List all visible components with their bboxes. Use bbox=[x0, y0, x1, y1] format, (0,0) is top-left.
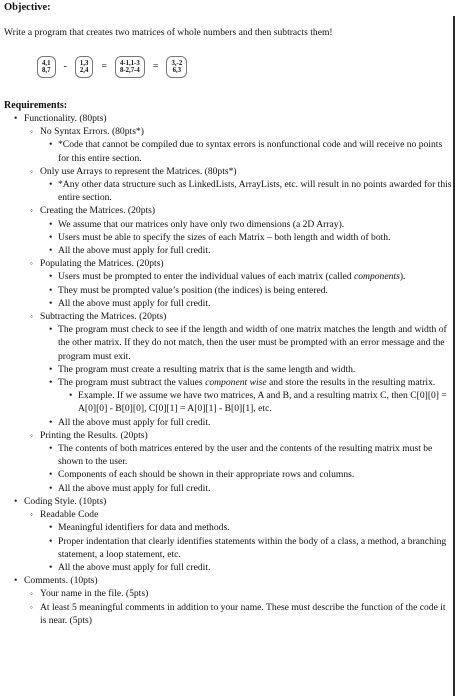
hollow-bullet-icon: ◦ bbox=[30, 602, 33, 612]
hollow-bullet-icon: ◦ bbox=[30, 127, 33, 137]
matrix-example bbox=[34, 54, 190, 80]
hollow-bullet-icon: ◦ bbox=[30, 312, 33, 322]
requirement-item bbox=[0, 587, 452, 600]
requirement-item bbox=[0, 178, 452, 204]
requirement-text: Your name in the file. (5pts) bbox=[40, 588, 149, 600]
requirement-item bbox=[0, 138, 452, 164]
scrollbar[interactable] bbox=[453, 16, 455, 696]
matrix-b-row-1: 1,3 bbox=[79, 59, 89, 67]
requirement-text: Creating the Matrices. (20pts) bbox=[40, 205, 156, 217]
requirement-item bbox=[0, 495, 452, 508]
requirement-text: Meaningful identifiers for data and methods. bbox=[58, 522, 230, 534]
bullet-icon: • bbox=[14, 495, 18, 507]
requirement-text: We assume that our matrices only have only two dimensions (a 2D Array). bbox=[58, 218, 345, 230]
requirement-text: Example. If we assume we have two matrices, A and B, and a resulting matrix C, then C[0][0] = A[0][0] - B[0][0], C[0][1] = A[0][1] - B[0][1], etc. bbox=[78, 390, 447, 415]
requirement-item bbox=[0, 284, 452, 297]
requirement-text: All the above must apply for full credit. bbox=[58, 416, 211, 428]
requirement-item bbox=[0, 165, 452, 178]
bullet-icon: • bbox=[49, 245, 53, 257]
requirement-item bbox=[0, 416, 452, 429]
bullet-icon: • bbox=[49, 363, 53, 375]
requirement-item bbox=[0, 363, 452, 376]
requirement-text: All the above must apply for full credit. bbox=[58, 482, 211, 494]
bullet-icon: • bbox=[49, 469, 53, 481]
requirement-item bbox=[0, 323, 452, 363]
requirement-text: No Syntax Errors. (80pts*) bbox=[40, 126, 144, 138]
requirement-text: Users must be able to specify the sizes of each Matrix – both length and width of both. bbox=[58, 231, 391, 243]
requirement-item bbox=[0, 508, 452, 521]
bullet-icon: • bbox=[49, 561, 53, 573]
requirements-heading: Requirements: bbox=[4, 100, 68, 111]
bullet-icon: • bbox=[49, 271, 53, 283]
objective-heading: Objective: bbox=[4, 2, 51, 13]
bullet-icon: • bbox=[49, 416, 53, 428]
matrix-a-row-2: 8,7 bbox=[42, 67, 51, 74]
minus-sign: - bbox=[63, 61, 67, 73]
bullet-icon: • bbox=[14, 113, 18, 124]
requirement-text bbox=[58, 377, 435, 388]
matrix-c-row-1: 4-1,1-3 bbox=[119, 59, 140, 67]
requirement-item bbox=[0, 561, 452, 574]
requirement-emphasis: component wise bbox=[205, 377, 267, 389]
bullet-icon: • bbox=[49, 535, 53, 547]
requirement-item bbox=[0, 297, 452, 310]
requirement-text: All the above must apply for full credit. bbox=[58, 245, 211, 257]
requirement-text: Functionality. (80pts) bbox=[24, 113, 107, 124]
requirement-text: The contents of both matrices entered by the user and the contents of the resulting matrix must be shown to the user. bbox=[58, 443, 433, 468]
hollow-bullet-icon: ◦ bbox=[30, 510, 33, 520]
bullet-icon: • bbox=[14, 575, 18, 587]
requirement-text: Only use Arrays to represent the Matrices. (80pts*) bbox=[40, 165, 237, 177]
requirement-item bbox=[0, 270, 452, 283]
hollow-bullet-icon: ◦ bbox=[30, 166, 33, 176]
matrix-d-row-2: 6,3 bbox=[172, 67, 182, 74]
requirement-item bbox=[0, 112, 452, 125]
requirement-text: Subtracting the Matrices. (20pts) bbox=[40, 311, 167, 323]
bullet-icon: • bbox=[49, 218, 53, 230]
requirement-item bbox=[0, 125, 452, 138]
requirement-text: Proper indentation that clearly identifies statements within the body of a class, a method, a branching statement, a loop statement, etc. bbox=[58, 535, 447, 560]
requirement-item bbox=[0, 429, 452, 442]
matrix-b-row-2: 2,4 bbox=[79, 67, 89, 74]
objective-text: Write a program that creates two matrices of whole numbers and then subtracts them! bbox=[4, 27, 333, 38]
requirement-text: They must be prompted value’s position (the indices) is being entered. bbox=[58, 284, 328, 296]
requirement-item bbox=[0, 601, 452, 627]
requirement-text: All the above must apply for full credit. bbox=[58, 561, 211, 573]
requirement-text: Populating the Matrices. (20pts) bbox=[40, 258, 164, 270]
bullet-icon: • bbox=[69, 390, 73, 402]
bullet-icon: • bbox=[49, 324, 53, 336]
requirement-text-part: The program must subtract the values bbox=[58, 377, 206, 389]
matrix-d-row-1: 3,-2 bbox=[171, 59, 183, 67]
bullet-icon: • bbox=[49, 443, 53, 455]
requirement-item bbox=[0, 376, 452, 389]
requirement-item bbox=[0, 257, 452, 270]
bullet-icon: • bbox=[49, 377, 53, 389]
matrix-difference-expression bbox=[115, 56, 145, 78]
matrix-b bbox=[75, 56, 94, 78]
matrix-a bbox=[37, 56, 56, 78]
requirement-text: At least 5 meaningful comments in addition to your name. These must describe the function of the code it is near. (5pts) bbox=[40, 601, 446, 626]
bullet-icon: • bbox=[49, 522, 53, 534]
requirement-item bbox=[0, 468, 452, 481]
matrix-c-row-2: 8-2,7-4 bbox=[119, 67, 140, 74]
hollow-bullet-icon: ◦ bbox=[30, 206, 33, 216]
bullet-icon: • bbox=[49, 179, 53, 191]
requirement-text: Printing the Results. (20pts) bbox=[40, 429, 148, 441]
hollow-bullet-icon: ◦ bbox=[30, 430, 33, 440]
requirement-item bbox=[0, 310, 452, 323]
hollow-bullet-icon: ◦ bbox=[30, 259, 33, 269]
matrix-a-row-1: 4,1 bbox=[42, 59, 51, 67]
requirement-item bbox=[0, 535, 452, 561]
bullet-icon: • bbox=[49, 482, 53, 494]
requirement-item bbox=[0, 521, 452, 534]
requirement-text bbox=[58, 271, 405, 282]
requirement-emphasis: components bbox=[353, 271, 400, 283]
requirement-item bbox=[0, 244, 452, 257]
requirements-list bbox=[0, 112, 452, 627]
requirement-text: The program must check to see if the length and width of one matrix matches the length and width of the other matrix. If they do not match, then the user must be prompted with an error message and the program must exit. bbox=[58, 324, 447, 362]
hollow-bullet-icon: ◦ bbox=[30, 589, 33, 599]
requirement-text-part: and store the results in the resulting matrix. bbox=[266, 377, 436, 389]
requirement-item bbox=[0, 389, 452, 415]
requirement-text: *Any other data structure such as LinkedLists, ArrayLists, etc. will result in no points awarded for this entire section. bbox=[58, 179, 452, 204]
requirement-text: Comments. (10pts) bbox=[24, 575, 98, 587]
bullet-icon: • bbox=[49, 297, 53, 309]
requirement-text: Components of each should be shown in their appropriate rows and columns. bbox=[58, 469, 355, 481]
bullet-icon: • bbox=[49, 231, 53, 243]
requirement-item bbox=[0, 231, 452, 244]
requirement-text: All the above must apply for full credit. bbox=[58, 297, 211, 309]
requirement-text: Readable Code bbox=[40, 509, 99, 521]
requirement-text: The program must create a resulting matrix that is the same length and width. bbox=[58, 363, 356, 375]
equals-sign: = bbox=[101, 61, 107, 73]
requirement-text-part: Users must be prompted to enter the individual values of each matrix (called bbox=[58, 271, 354, 283]
requirement-item bbox=[0, 442, 452, 468]
requirement-item bbox=[0, 482, 452, 495]
requirement-text: *Code that cannot be compiled due to syntax errors is nonfunctional code and will receive no points for this entire section. bbox=[58, 139, 443, 164]
requirement-text-part: ). bbox=[399, 271, 406, 283]
equals-sign-2: = bbox=[152, 61, 159, 73]
requirement-item bbox=[0, 204, 452, 217]
matrix-result bbox=[166, 56, 187, 78]
bullet-icon: • bbox=[49, 284, 53, 296]
requirement-item bbox=[0, 218, 452, 231]
bullet-icon: • bbox=[49, 139, 53, 151]
requirement-item bbox=[0, 574, 452, 587]
requirement-text: Coding Style. (10pts) bbox=[24, 495, 107, 507]
